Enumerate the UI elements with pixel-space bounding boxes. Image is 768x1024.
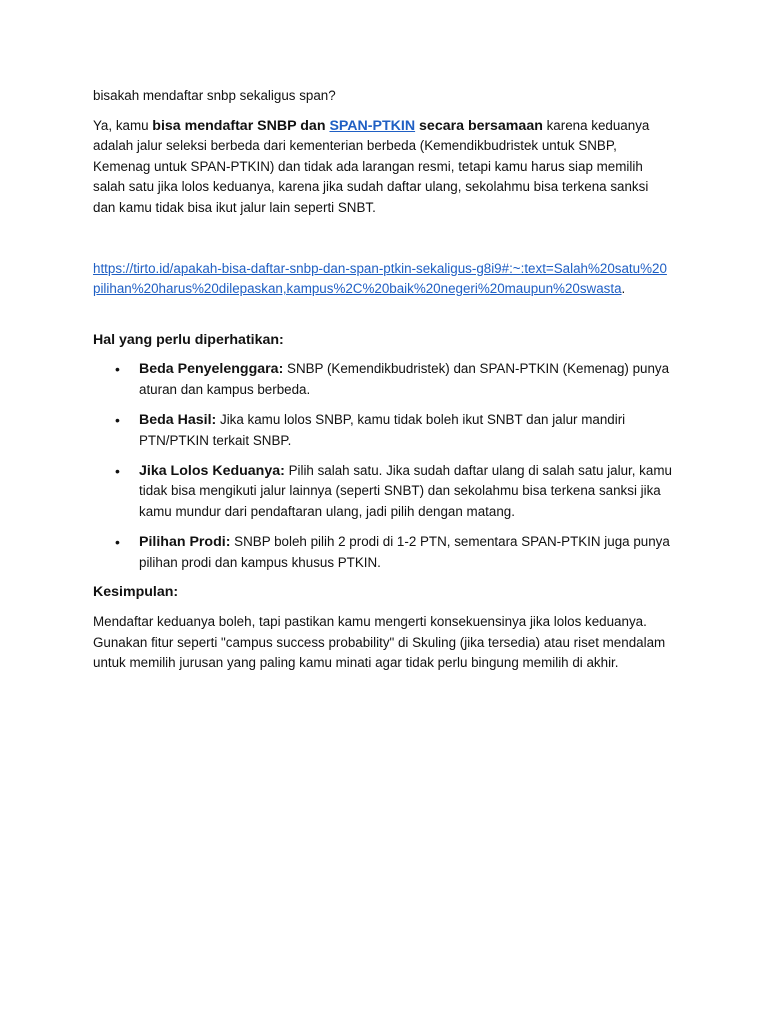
answer-paragraph <box>93 116 674 219</box>
item-text: Pilih salah satu. Jika sudah daftar ulang di salah satu jalur, kamu tidak bisa mengikuti jalur lainnya (seperti SNBT) dan sekolahmu bisa terkena sanksi jika kamu mundur dari pendaftaran ulang, jadi pilih dengan matang. <box>139 462 672 519</box>
bullet-icon: • <box>115 534 120 550</box>
source-url-link[interactable]: https://tirto.id/apakah-bisa-daftar-snbp-dan-span-ptkin-sekaligus-g8i9#:~:text=Salah%20satu%20pilihan%20harus%20dilepaskan,kampus%2C%20baik%20negeri%20maupun%20swasta <box>93 260 667 297</box>
list-item <box>115 461 674 523</box>
notes-list <box>93 359 674 573</box>
item-term: Beda Hasil: <box>139 412 217 429</box>
answer-bold-2: secara bersamaan <box>415 117 543 134</box>
item-text: Jika kamu lolos SNBP, kamu tidak boleh ikut SNBT dan jalur mandiri PTN/PTKIN terkait SNBP. <box>139 412 626 448</box>
item-text: SNBP boleh pilih 2 prodi di 1-2 PTN, sementara SPAN-PTKIN juga punya pilihan prodi dan kampus khusus PTKIN. <box>139 534 670 570</box>
answer-intro: Ya, kamu <box>93 117 153 133</box>
list-item <box>115 410 674 451</box>
question-text: bisakah mendaftar snbp sekaligus span? <box>93 88 336 103</box>
notes-heading: Hal yang perlu diperhatikan: <box>93 331 284 348</box>
spacer <box>93 300 674 330</box>
item-term: Pilihan Prodi: <box>139 534 231 550</box>
bullet-icon: • <box>115 412 120 429</box>
span-ptkin-link[interactable]: SPAN-PTKIN <box>329 117 416 134</box>
item-term: Jika Lolos Keduanya: <box>139 462 285 479</box>
conclusion-text: Mendaftar keduanya boleh, tapi pastikan kamu mengerti konsekuensinya jika lolos keduanya. Gunakan fitur seperti "campus success probability" di Skuling (jika tersedia) atau riset mendalam untuk memilih jurusan yang paling kamu minati agar tidak perlu bingung memilih di akhir. <box>93 614 666 671</box>
answer-rest: karena keduanya adalah jalur seleksi berbeda dari kementerian berbeda (Kemendikbudristek untuk SNBP, Kemenag untuk SPAN-PTKIN) dan tidak ada larangan resmi, tetapi kamu harus siap memilih salah satu jika lolos keduanya, karena jika sudah daftar ulang, sekolahmu bisa terkena sanksi dan kamu tidak bisa ikut jalur lain seperti SNBT. <box>93 117 650 215</box>
source-link-paragraph <box>93 259 674 300</box>
conclusion-heading: Kesimpulan: <box>93 583 179 600</box>
item-term: Beda Penyelenggara: <box>139 361 284 378</box>
spacer <box>93 219 674 259</box>
bullet-icon: • <box>115 462 120 479</box>
list-item <box>115 359 674 400</box>
item-text: SNBP (Kemendikbudristek) dan SPAN-PTKIN (Kemenag) punya aturan dan kampus berbeda. <box>139 361 670 397</box>
list-item <box>115 532 674 573</box>
bullet-icon: • <box>115 361 120 378</box>
answer-bold-1: bisa mendaftar SNBP dan <box>152 117 330 134</box>
source-link-period: . <box>621 281 626 297</box>
